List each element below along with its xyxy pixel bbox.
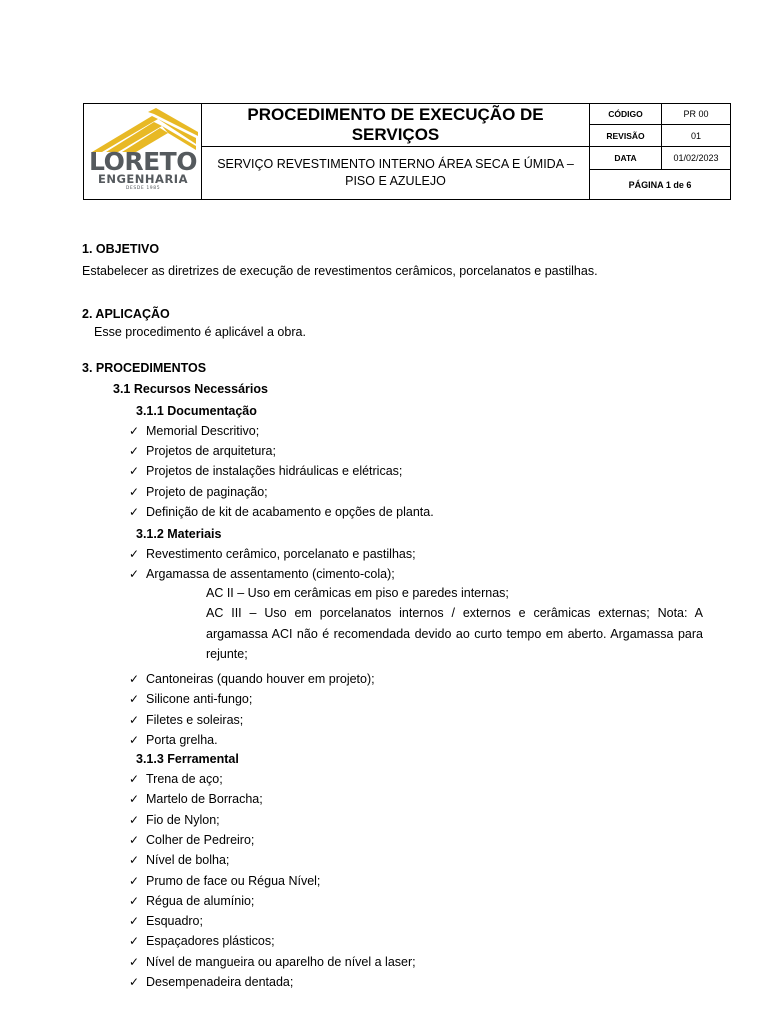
data-label: DATA (590, 147, 662, 170)
list-item: Revestimento cerâmico, porcelanato e pastilhas; (146, 547, 416, 561)
materiais-heading: 3.1.2 Materiais (136, 527, 222, 541)
list-item: Fio de Nylon; (146, 812, 220, 827)
check-icon: ✓ (129, 873, 140, 888)
list-item: Desempenadeira dentada; (146, 975, 294, 989)
document-subtitle: SERVIÇO REVESTIMENTO INTERNO ÁREA SECA E ÚMIDA – PISO E AZULEJO (202, 147, 590, 199)
list-item: Projetos de instalações hidráulicas e elétricas; (146, 464, 403, 479)
check-icon: ✓ (129, 547, 140, 561)
check-icon: ✓ (129, 567, 140, 581)
logo-roof-icon (88, 108, 198, 152)
check-icon: ✓ (129, 424, 140, 438)
objetivo-text: Estabelecer as diretrizes de execução de revestimentos cerâmicos, porcelanatos e pastilhas. (82, 264, 598, 278)
list-item: Silicone anti-fungo; (146, 692, 253, 707)
list-item: Martelo de Borracha; (146, 792, 263, 807)
list-item: Espaçadores plásticos; (146, 934, 275, 949)
check-icon: ✓ (129, 853, 140, 868)
list-item: Esquadro; (146, 914, 203, 929)
logo-name: LORETO (89, 147, 197, 176)
check-icon: ✓ (129, 954, 140, 969)
list-item: Filetes e soleiras; (146, 712, 244, 727)
revisao-value: 01 (662, 125, 730, 147)
list-item: Colher de Pedreiro; (146, 832, 255, 847)
list-item: Projetos de arquitetura; (146, 444, 276, 459)
revisao-label: REVISÃO (590, 125, 662, 147)
check-icon: ✓ (129, 504, 140, 519)
list-item: Memorial Descritivo; (146, 424, 260, 438)
list-item: Porta grelha. (146, 732, 218, 747)
logo-cell (84, 104, 202, 199)
logo-since: DESDE 1985 (125, 186, 161, 191)
check-icon: ✓ (129, 812, 140, 827)
check-icon: ✓ (129, 732, 140, 747)
check-icon: ✓ (129, 832, 140, 847)
list-item: Nível de bolha; (146, 853, 230, 868)
list-item: Cantoneiras (quando houver em projeto); (146, 672, 375, 686)
logo-subtitle: ENGENHARIA (98, 172, 188, 186)
list-item: Nível de mangueira ou aparelho de nível a laser; (146, 954, 416, 969)
list-item: Prumo de face ou Régua Nível; (146, 873, 321, 888)
document-title: PROCEDIMENTO DE EXECUÇÃO DE SERVIÇOS (202, 104, 590, 147)
aplicacao-heading: 2. APLICAÇÃO (82, 307, 170, 321)
procedimentos-heading: 3. PROCEDIMENTOS (82, 361, 207, 375)
objetivo-heading: 1. OBJETIVO (82, 242, 160, 256)
check-icon: ✓ (129, 692, 140, 707)
check-icon: ✓ (129, 712, 140, 727)
check-icon: ✓ (129, 464, 140, 479)
ferramental-heading: 3.1.3 Ferramental (136, 752, 239, 766)
document-header-table (83, 103, 731, 200)
aplicacao-text: Esse procedimento é aplicável a obra. (94, 325, 306, 339)
check-icon: ✓ (129, 672, 140, 686)
list-item: Régua de alumínio; (146, 893, 255, 908)
page-number: PÁGINA 1 de 6 (628, 179, 692, 190)
list-item: Definição de kit de acabamento e opções de planta. (146, 504, 434, 519)
argamassa-ac3: AC III – Uso em porcelanatos internos / externos e cerâmicas externas; Nota: A argamassa ACI não é recomendada devido ao curto tempo em aberto. Argamassa para rejunte; (206, 606, 703, 661)
codigo-value: PR 00 (662, 104, 730, 125)
argamassa-ac2: AC II – Uso em cerâmicas em piso e paredes internas; (206, 586, 509, 600)
list-item: Trena de aço; (146, 772, 223, 786)
recursos-heading: 3.1 Recursos Necessários (113, 382, 268, 396)
list-item: Projeto de paginação; (146, 484, 268, 499)
check-icon: ✓ (129, 934, 140, 949)
check-icon: ✓ (129, 975, 140, 989)
check-icon: ✓ (129, 914, 140, 929)
data-value: 01/02/2023 (662, 147, 730, 170)
check-icon: ✓ (129, 792, 140, 807)
list-item: Argamassa de assentamento (cimento-cola); (146, 567, 395, 581)
check-icon: ✓ (129, 772, 140, 786)
check-icon: ✓ (129, 444, 140, 459)
check-icon: ✓ (129, 484, 140, 499)
documentacao-heading: 3.1.1 Documentação (136, 404, 257, 418)
check-icon: ✓ (129, 893, 140, 908)
codigo-label: CÓDIGO (590, 104, 662, 125)
